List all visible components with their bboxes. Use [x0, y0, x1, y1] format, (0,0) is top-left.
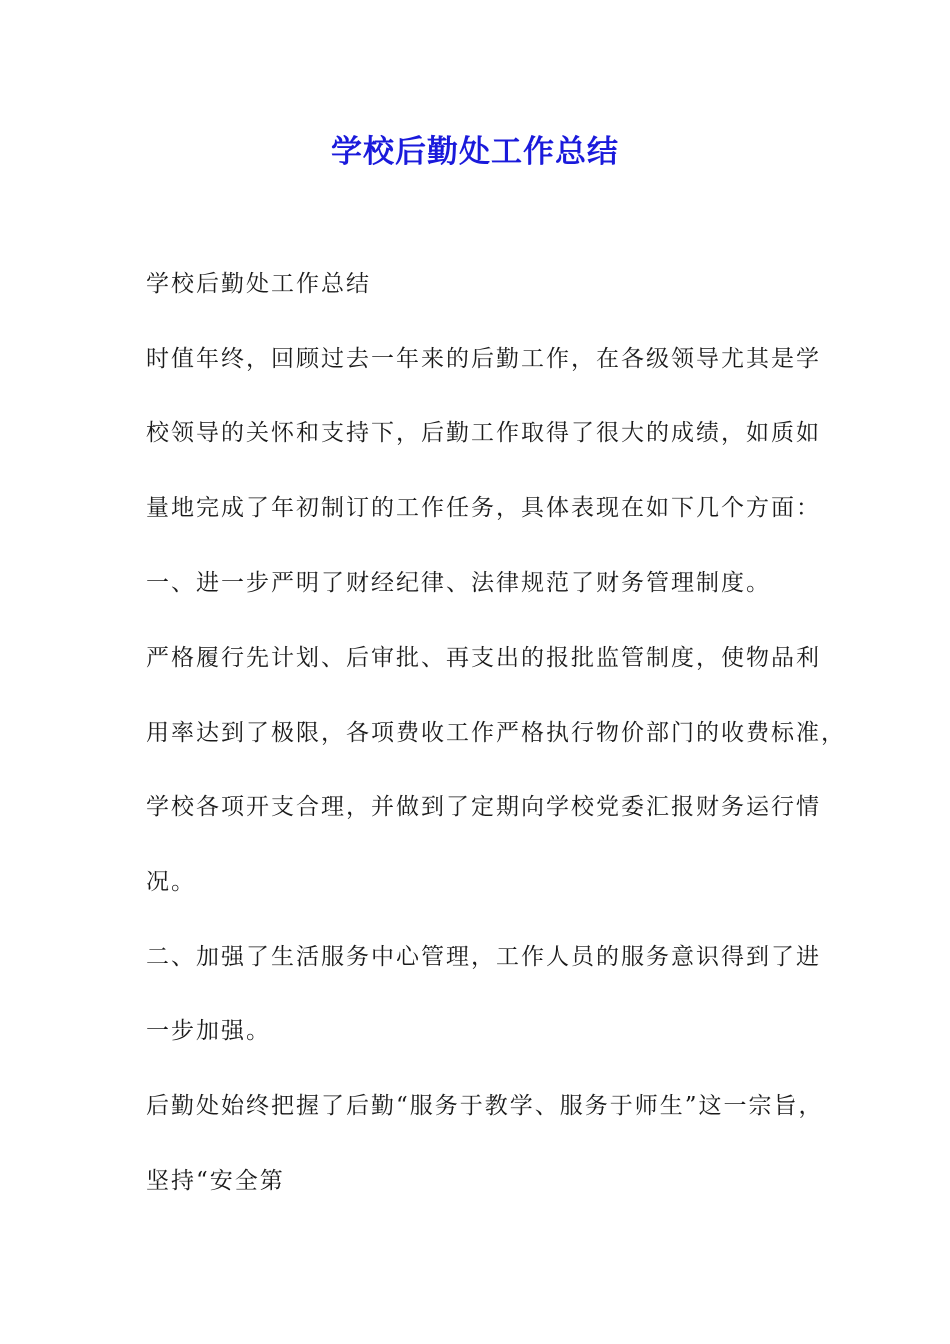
body-line-13: 坚持“安全第 [146, 1168, 285, 1194]
body-line-4: 量地完成了年初制订的工作任务，具体表现在如下几个方面： [146, 495, 821, 521]
body-line-9: 况。 [146, 869, 196, 895]
document-title: 学校后勤处工作总结 [331, 134, 619, 170]
body-line-12: 后勤处始终把握了后勤“服务于教学、服务于师生”这一宗旨， [146, 1093, 824, 1119]
body-line-11: 一步加强。 [146, 1018, 271, 1044]
body-line-8: 学校各项开支合理，并做到了定期向学校党委汇报财务运行情 [146, 794, 821, 820]
body-line-1: 学校后勤处工作总结 [146, 271, 371, 297]
body-line-5: 一、进一步严明了财经纪律、法律规范了财务管理制度。 [146, 570, 771, 596]
body-line-2: 时值年终，回顾过去一年来的后勤工作，在各级领导尤其是学 [146, 346, 821, 372]
body-line-3: 校领导的关怀和支持下，后勤工作取得了很大的成绩，如质如 [146, 420, 821, 446]
body-line-6: 严格履行先计划、后审批、再支出的报批监管制度，使物品利 [146, 645, 821, 671]
body-line-7: 用率达到了极限，各项费收工作严格执行物价部门的收费标准， [146, 720, 846, 746]
body-line-10: 二、加强了生活服务中心管理，工作人员的服务意识得到了进 [146, 944, 821, 970]
